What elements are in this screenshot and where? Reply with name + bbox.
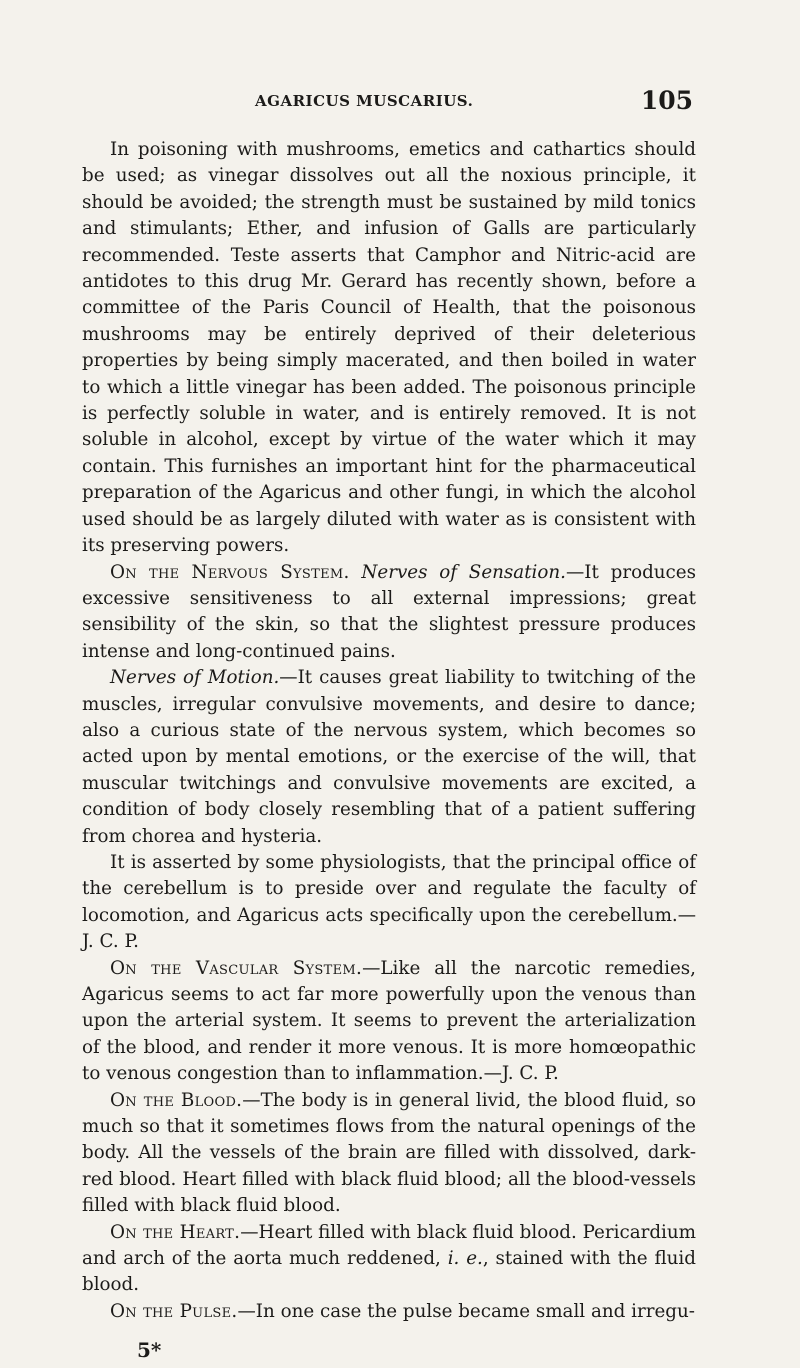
paragraph-vascular: [82, 956, 696, 1088]
subheading-sensation: Nerves of Sensation.: [361, 561, 566, 583]
paragraph-blood: [82, 1088, 696, 1220]
vascular-text: —Like all the narcotic remedies, Agaricus seems to act far more powerfully upon the venous than upon the arterial system. It seems to prevent the arterialization of the blood, and render it more venous. It is more homœopathic to venous congestion than to inflammation.—J. C. P.: [82, 957, 696, 1085]
section-heading-pulse: On the Pulse.: [110, 1300, 238, 1322]
paragraph-cerebellum: [82, 850, 696, 956]
page-number: 105: [640, 86, 693, 115]
pulse-text: —In one case the pulse became small and irregu-: [237, 1300, 695, 1322]
signature-mark: 5*: [137, 1338, 162, 1362]
treatment-text: In poisoning with mushrooms, emetics and cathartics should be used; as vinegar dissolves out all the noxious principle, it should be avoided; the strength must be sustained by mild tonics and stimulants; Ether, and infusion of Galls are particularly recommended. Teste asserts that Camphor and Nitric-acid are antidotes to this drug Mr. Gerard has recently shown, before a committee of the Paris Council of Health, that the poisonous mushrooms may be entirely deprived of their deleterious properties by being simply macerated, and then boiled in water to which a little vinegar has been added. The poisonous principle is perfectly soluble in water, and is entirely removed. It is not soluble in alcohol, except by virtue of the water which it may contain. This furnishes an important hint for the pharmaceutical preparation of the Agaricus and other fungi, in which the alcohol used should be as largely diluted with water as is consistent with its preserving powers.: [82, 139, 696, 557]
section-heading-blood: On the Blood.: [110, 1089, 243, 1111]
paragraph-nervous-system: [82, 560, 696, 666]
running-title: AGARICUS MUSCARIUS.: [255, 92, 474, 110]
heart-text-b: , stained with the fluid blood.: [82, 1248, 696, 1296]
page-body: [82, 137, 696, 1325]
motion-text: —It causes great liability to twitching of the muscles, irregular convulsive movements, and desire to dance; also a curious state of the nervous system, which becomes so acted upon by mental emotions, or the exercise of the will, that muscular twitchings and convulsive movements are excited, a condition of body closely resembling that of a patient suffering from chorea and hysteria.: [82, 667, 696, 847]
blood-text: —The body is in general livid, the blood fluid, so much so that it sometimes flows from the natural openings of the body. All the vessels of the brain are filled with dissolved, dark-red blood. Heart filled with black fluid blood; all the blood-vessels filled with black fluid blood.: [82, 1089, 696, 1217]
section-heading-nervous: On the Nervous System.: [110, 561, 350, 583]
paragraph-treatment: [82, 137, 696, 560]
paragraph-pulse: [82, 1299, 696, 1325]
section-heading-vascular: On the Vascular System.: [110, 957, 363, 979]
page-header: [80, 86, 693, 126]
paragraph-heart: [82, 1220, 696, 1299]
paragraph-motion: [82, 665, 696, 850]
subheading-motion: Nerves of Motion.: [110, 667, 280, 689]
heart-text-a: —Heart filled with black fluid blood. Pericardium and arch of the aorta much reddened,: [82, 1221, 696, 1270]
cerebellum-text: It is asserted by some physiologists, that the principal office of the cerebellum is to preside over and regulate the faculty of locomotion, and Agaricus acts specifically upon the cerebellum.—J. C. P.: [82, 851, 696, 953]
section-heading-heart: On the Heart.: [110, 1221, 241, 1243]
heart-ie: i. e.: [447, 1248, 483, 1270]
sensation-text: —It produces excessive sensitiveness to all external impressions; great sensibility of the skin, so that the slightest pressure produces intense and long-continued pains.: [82, 561, 696, 662]
